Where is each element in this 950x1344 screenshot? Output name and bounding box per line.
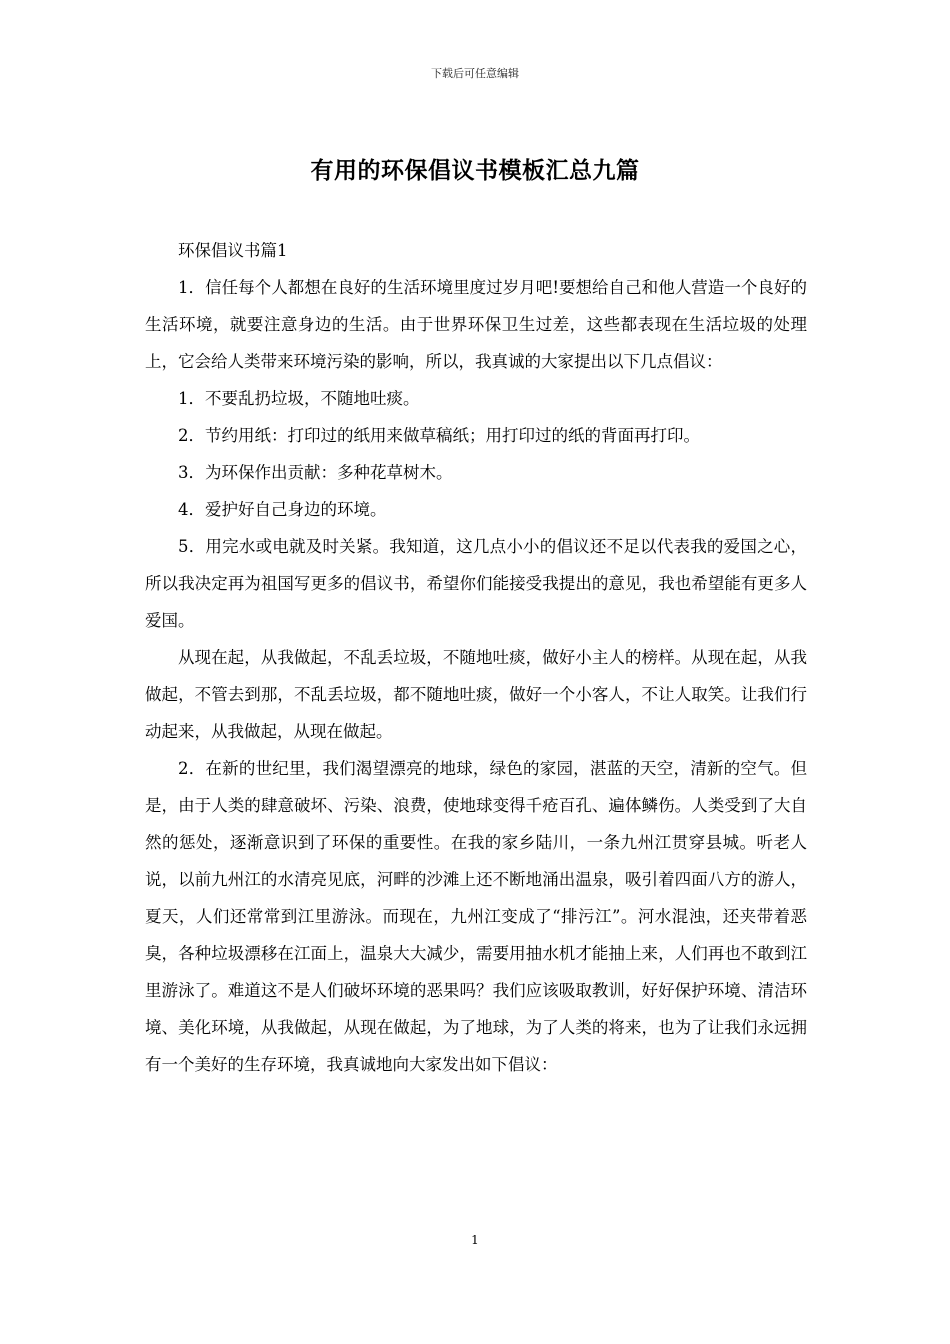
paragraph-4: 3．为环保作出贡献：多种花草树木。 xyxy=(178,463,453,482)
section-heading: 环保倡议书篇1 xyxy=(178,241,288,260)
paragraph-8: 2．在新的世纪里，我们渴望漂亮的地球，绿色的家园，湛蓝的天空，清新的空气。但是，由于人类的肆意破坏、污染、浪费，使地球变得千疮百孔、遍体鳞伤。人类受到了大自然的惩处，逐渐意识到了环保的重要性。在我的家乡陆川，一条九州江贯穿县城。听老人说，以前九州江的水清亮见底，河畔的沙滩上还不断地涌出温泉，吸引着四面八方的游人，夏天，人们还常常到江里游泳。而现在，九州江变成了“排污江”。河水混浊，还夹带着恶臭，各种垃圾漂移在江面上，温泉大大减少，需要用抽水机才能抽上来，人们再也不敢到江里游泳了。难道这不是人们破坏环境的恶果吗？我们应该吸取教训，好好保护环境、清洁环境、美化环境，从我做起，从现在做起，为了地球，为了人类的将来，也为了让我们永远拥有一个美好的生存环境，我真诚地向大家发出如下倡议： xyxy=(145,759,807,1074)
paragraph-5: 4．爱护好自己身边的环境。 xyxy=(178,500,387,519)
page-number: 1 xyxy=(471,1233,479,1247)
document-body xyxy=(145,232,807,1083)
paragraph-3: 2．节约用纸：打印过的纸用来做草稿纸；用打印过的纸的背面再打印。 xyxy=(178,426,700,445)
paragraph-7: 从现在起，从我做起，不乱丢垃圾，不随地吐痰，做好小主人的榜样。从现在起，从我做起，不管去到那，不乱丢垃圾，都不随地吐痰，做好一个小客人，不让人取笑。让我们行动起来，从我做起，从现在做起。 xyxy=(145,648,807,741)
paragraph-6: 5．用完水或电就及时关紧。我知道，这几点小小的倡议还不足以代表我的爱国之心，所以我决定再为祖国写更多的倡议书，希望你们能接受我提出的意见，我也希望能有更多人爱国。 xyxy=(145,537,807,630)
page-header-note: 下载后可任意编辑 xyxy=(431,67,519,80)
paragraph-2: 1．不要乱扔垃圾，不随地吐痰。 xyxy=(178,389,420,408)
paragraph-1: 1．信任每个人都想在良好的生活环境里度过岁月吧!要想给自己和他人营造一个良好的生活环境，就要注意身边的生活。由于世界环保卫生过差，这些都表现在生活垃圾的处理上，它会给人类带来环境污染的影响，所以，我真诚的大家提出以下几点倡议： xyxy=(145,278,807,371)
document-title: 有用的环保倡议书模板汇总九篇 xyxy=(310,158,640,184)
